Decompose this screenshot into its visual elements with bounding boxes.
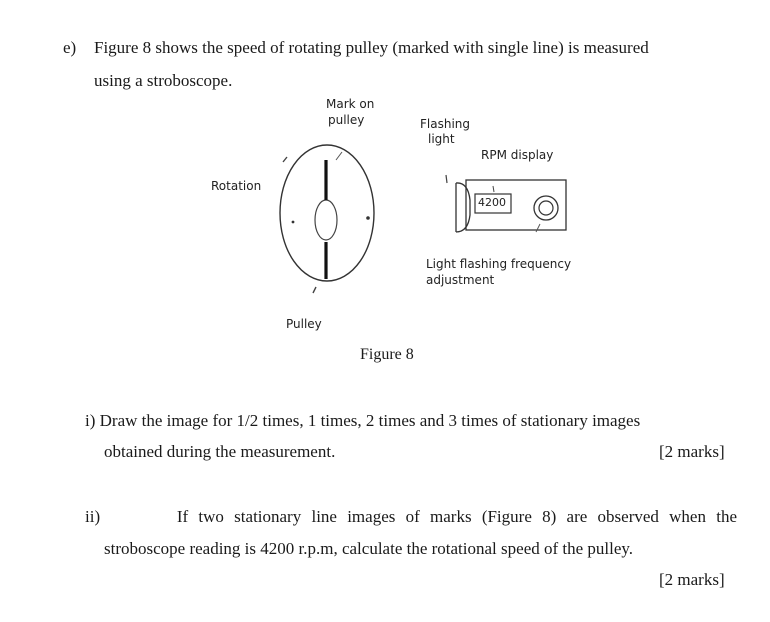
mark-on-pulley-label-1: Mark on <box>326 97 375 111</box>
mark-pointer <box>336 152 342 160</box>
part-ii-text-line2: stroboscope reading is 4200 r.p.m, calculate the rotational speed of the pulley. <box>104 539 634 558</box>
adjustment-label-1: Light flashing frequency <box>426 257 572 271</box>
rotation-arrow-top <box>283 157 287 162</box>
rotation-label: Rotation <box>211 179 262 193</box>
mark-on-pulley-label-2: pulley <box>328 113 365 127</box>
question-text-line1: Figure 8 shows the speed of rotating pulley (marked with single line) is measured <box>94 38 649 57</box>
display-value: 4200 <box>478 196 506 209</box>
adjustment-label-2: adjustment <box>426 273 495 287</box>
flashing-light-label-2: light <box>428 132 455 146</box>
part-ii-line1 <box>85 507 737 527</box>
part-ii-label: ii) <box>85 507 101 526</box>
part-i-text-line1: Draw the image for 1/2 times, 1 times, 2 times and 3 times of stationary images <box>99 411 641 430</box>
adjustment-knob-inner <box>539 201 553 215</box>
pulley-dot-right <box>366 216 370 220</box>
question-text-line2: using a stroboscope. <box>94 71 233 90</box>
part-i-text-line2: obtained during the measurement. <box>104 442 336 461</box>
pulley-label: Pulley <box>286 317 322 331</box>
question-label: e) <box>63 38 77 57</box>
part-i-marks: [2 marks] <box>659 442 725 461</box>
display-pointer <box>493 186 494 192</box>
pulley-hub <box>315 200 337 240</box>
flashing-light-label-1: Flashing <box>420 117 471 131</box>
part-i-label: i) <box>85 411 96 430</box>
light-head <box>456 183 470 232</box>
light-tick <box>446 175 447 183</box>
part-ii-marks: [2 marks] <box>659 570 725 589</box>
part-ii-text-line1: If two stationary line images of marks (Figure 8) are observed when the <box>176 507 737 526</box>
adjustment-knob-outer <box>534 196 558 220</box>
rotation-arrow-bottom <box>313 287 316 293</box>
knob-pointer <box>536 224 540 232</box>
rpm-display-label: RPM display <box>481 148 554 162</box>
part-i-line1 <box>85 411 640 431</box>
pulley-dot-left <box>292 221 295 224</box>
figure-caption: Figure 8 <box>360 346 414 363</box>
